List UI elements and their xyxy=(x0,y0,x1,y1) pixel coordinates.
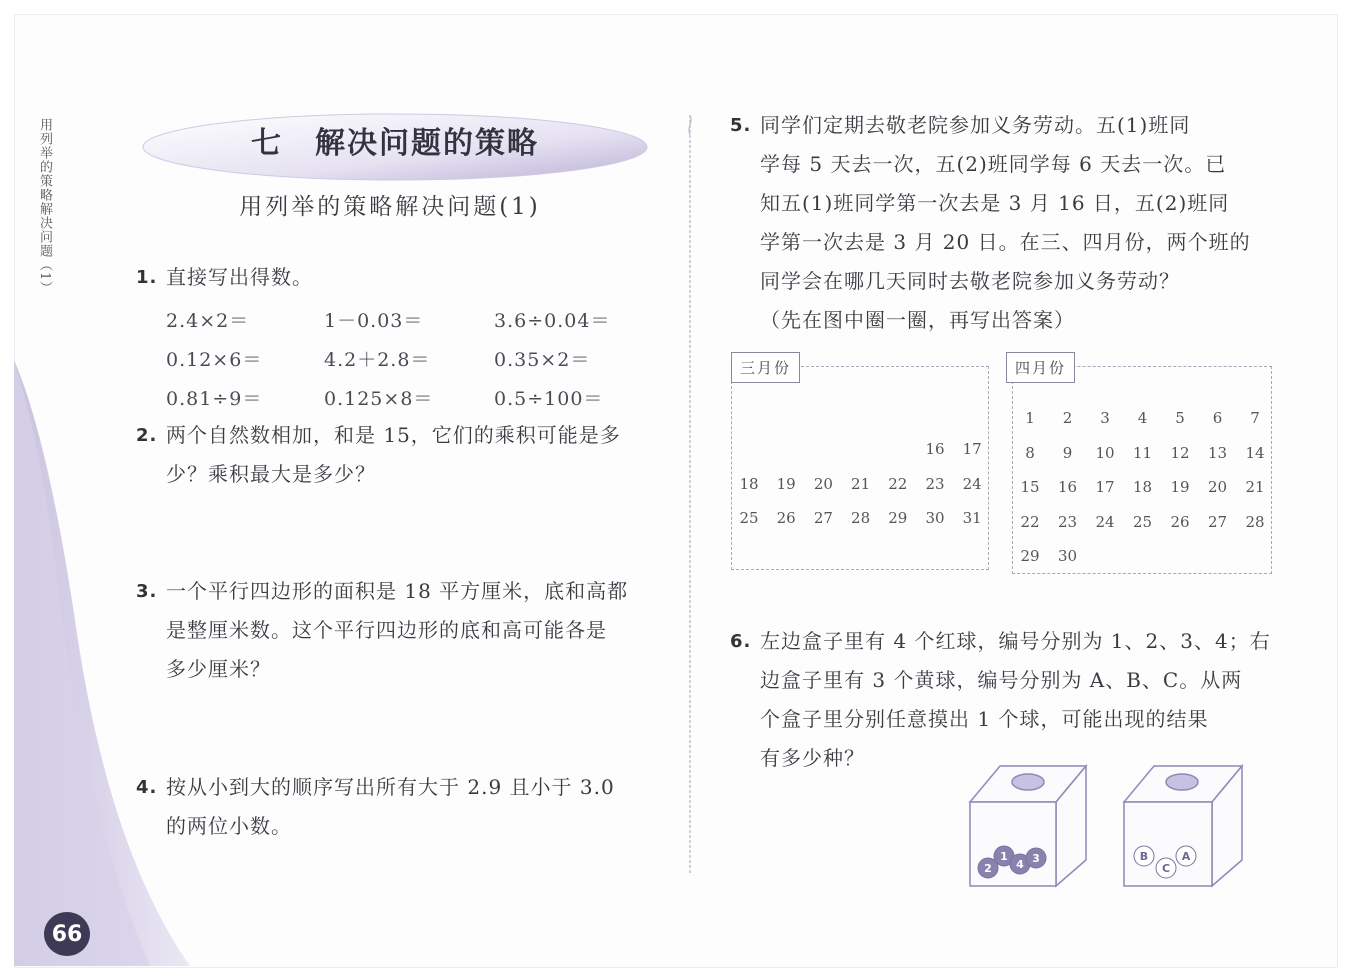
ball-label: B xyxy=(1139,850,1149,863)
side-section-title: 用列举的策略解决问题（1） xyxy=(37,118,52,296)
calendar-day: 24 xyxy=(1095,512,1115,531)
question-line: （先在图中圈一圈，再写出答案） xyxy=(760,308,1075,332)
calendar-day: 23 xyxy=(925,474,945,493)
calc-item: 2.4×2＝ xyxy=(166,310,250,332)
calc-item: 3.6÷0.04＝ xyxy=(494,310,611,332)
question-number: 1. xyxy=(136,267,158,288)
calendar-day: 21 xyxy=(1245,478,1265,496)
ball-label: 4 xyxy=(1016,858,1024,871)
question-line: 的两位小数。 xyxy=(166,814,292,838)
calendar-day: 11 xyxy=(1132,443,1153,462)
question-2 xyxy=(136,416,666,494)
question-number: 2. xyxy=(136,425,158,446)
calendar-day: 22 xyxy=(888,474,908,493)
section-title: 用列举的策略解决问题(1) xyxy=(239,194,541,220)
calendar-day: 2 xyxy=(1062,409,1073,427)
calendar-day: 20 xyxy=(813,474,833,493)
calendar-day: 13 xyxy=(1207,443,1228,462)
question-line: 知五(1)班同学第一次去是 3 月 16 日，五(2)班同 xyxy=(760,191,1230,215)
calendar-day: 8 xyxy=(1025,443,1035,462)
question-line: 两个自然数相加，和是 15，它们的乘积可能是多 xyxy=(166,423,621,447)
ball-label: 1 xyxy=(1000,850,1008,863)
page-divider xyxy=(688,115,692,875)
question-line: 学第一次去是 3 月 20 日。在三、四月份，两个班的 xyxy=(760,230,1251,254)
calendar-day: 12 xyxy=(1170,443,1190,462)
calendar-day: 25 xyxy=(739,509,759,527)
calendar-day: 1 xyxy=(1025,409,1035,427)
calendar-day: 20 xyxy=(1207,478,1228,496)
calc-item: 0.81÷9＝ xyxy=(166,388,263,410)
calendar-day: 19 xyxy=(776,474,796,493)
calendar-day: 18 xyxy=(739,474,759,493)
question-line: 按从小到大的顺序写出所有大于 2.9 且小于 3.0 xyxy=(166,775,615,799)
calendar-day: 28 xyxy=(1245,512,1265,531)
calendar-day: 31 xyxy=(962,509,982,527)
question-3 xyxy=(136,572,666,689)
calendar-day: 29 xyxy=(1020,547,1040,565)
ball-boxes-illustration xyxy=(960,760,1260,900)
calendar-day: 16 xyxy=(1057,478,1078,496)
chapter-title: 七 解决问题的策略 xyxy=(251,126,539,161)
calendar-day: 27 xyxy=(813,509,833,527)
calc-item: 0.35×2＝ xyxy=(494,349,591,371)
question-1 xyxy=(136,258,656,297)
march-calendar xyxy=(731,366,989,570)
calendar-day: 22 xyxy=(1020,512,1040,531)
calendar-day: 16 xyxy=(925,440,945,458)
question-number: 6. xyxy=(730,631,752,652)
calendar-day: 4 xyxy=(1137,409,1148,427)
question-line: 边盒子里有 3 个黄球，编号分别为 A、B、C。从两 xyxy=(760,668,1243,692)
calendar-day: 28 xyxy=(851,509,871,527)
calc-item: 0.5÷100＝ xyxy=(494,388,604,410)
calendar-day: 7 xyxy=(1250,409,1260,427)
question-line: 学每 5 天去一次，五(2)班同学每 6 天去一次。已 xyxy=(760,152,1227,176)
calendar-day: 6 xyxy=(1212,409,1223,427)
question-line: 左边盒子里有 4 个红球，编号分别为 1、2、3、4；右 xyxy=(760,629,1271,653)
calendar-day: 29 xyxy=(888,509,908,527)
calendar-day: 26 xyxy=(1170,512,1190,531)
calendar-day: 30 xyxy=(1057,547,1078,565)
question-5 xyxy=(730,106,1290,340)
ball-label: C xyxy=(1161,862,1171,875)
question-line: 多少厘米？ xyxy=(166,657,271,681)
question-line: 同学们定期去敬老院参加义务劳动。五(1)班同 xyxy=(760,113,1191,137)
calc-item: 4.2＋2.8＝ xyxy=(324,349,431,371)
calendar-day: 17 xyxy=(1095,478,1115,496)
calendar-day: 3 xyxy=(1100,409,1110,427)
question-number: 3. xyxy=(136,581,158,602)
march-label: 三月份 xyxy=(731,352,800,383)
calc-item: 0.12×6＝ xyxy=(166,349,263,371)
calendar-day: 18 xyxy=(1132,478,1153,496)
calendar-day: 19 xyxy=(1170,478,1190,496)
calendar-day: 10 xyxy=(1095,443,1115,462)
calendar-day: 15 xyxy=(1020,478,1040,496)
question-number: 5. xyxy=(730,115,752,136)
calendar-day: 17 xyxy=(962,440,982,458)
calendar-day: 25 xyxy=(1132,512,1153,531)
question-line: 个盒子里分别任意摸出 1 个球，可能出现的结果 xyxy=(760,707,1209,731)
calendar-day: 21 xyxy=(851,474,871,493)
question-4 xyxy=(136,768,666,846)
calc-item: 1－0.03＝ xyxy=(324,310,424,332)
calendar-day: 24 xyxy=(962,474,982,493)
question-line: 少？乘积最大是多少？ xyxy=(166,462,376,486)
calendar-day: 23 xyxy=(1057,512,1078,531)
question-line: 同学会在哪几天同时去敬老院参加义务劳动？ xyxy=(760,269,1180,293)
ball-label: 2 xyxy=(984,862,992,875)
calc-item: 0.125×8＝ xyxy=(324,388,434,410)
calendar-day: 5 xyxy=(1175,409,1185,427)
question-line: 一个平行四边形的面积是 18 平方厘米，底和高都 xyxy=(166,579,629,603)
calendar-day: 30 xyxy=(925,509,945,527)
calendar-day: 26 xyxy=(776,509,796,527)
page-number: 66 xyxy=(44,912,90,956)
right-box xyxy=(1124,766,1242,886)
question-number: 4. xyxy=(136,777,158,798)
april-label: 四月份 xyxy=(1006,352,1075,383)
calendar-day: 9 xyxy=(1062,443,1073,462)
question-line: 有多少种？ xyxy=(760,746,865,770)
question-text: 直接写出得数。 xyxy=(166,265,313,289)
ball-label: 3 xyxy=(1032,852,1040,865)
ball-label: A xyxy=(1181,850,1191,863)
april-calendar xyxy=(1012,366,1272,574)
calendar-day: 27 xyxy=(1207,512,1228,531)
question-line: 是整厘米数。这个平行四边形的底和高可能各是 xyxy=(166,618,607,642)
calendar-day: 14 xyxy=(1245,443,1265,462)
question-6 xyxy=(730,622,1290,778)
